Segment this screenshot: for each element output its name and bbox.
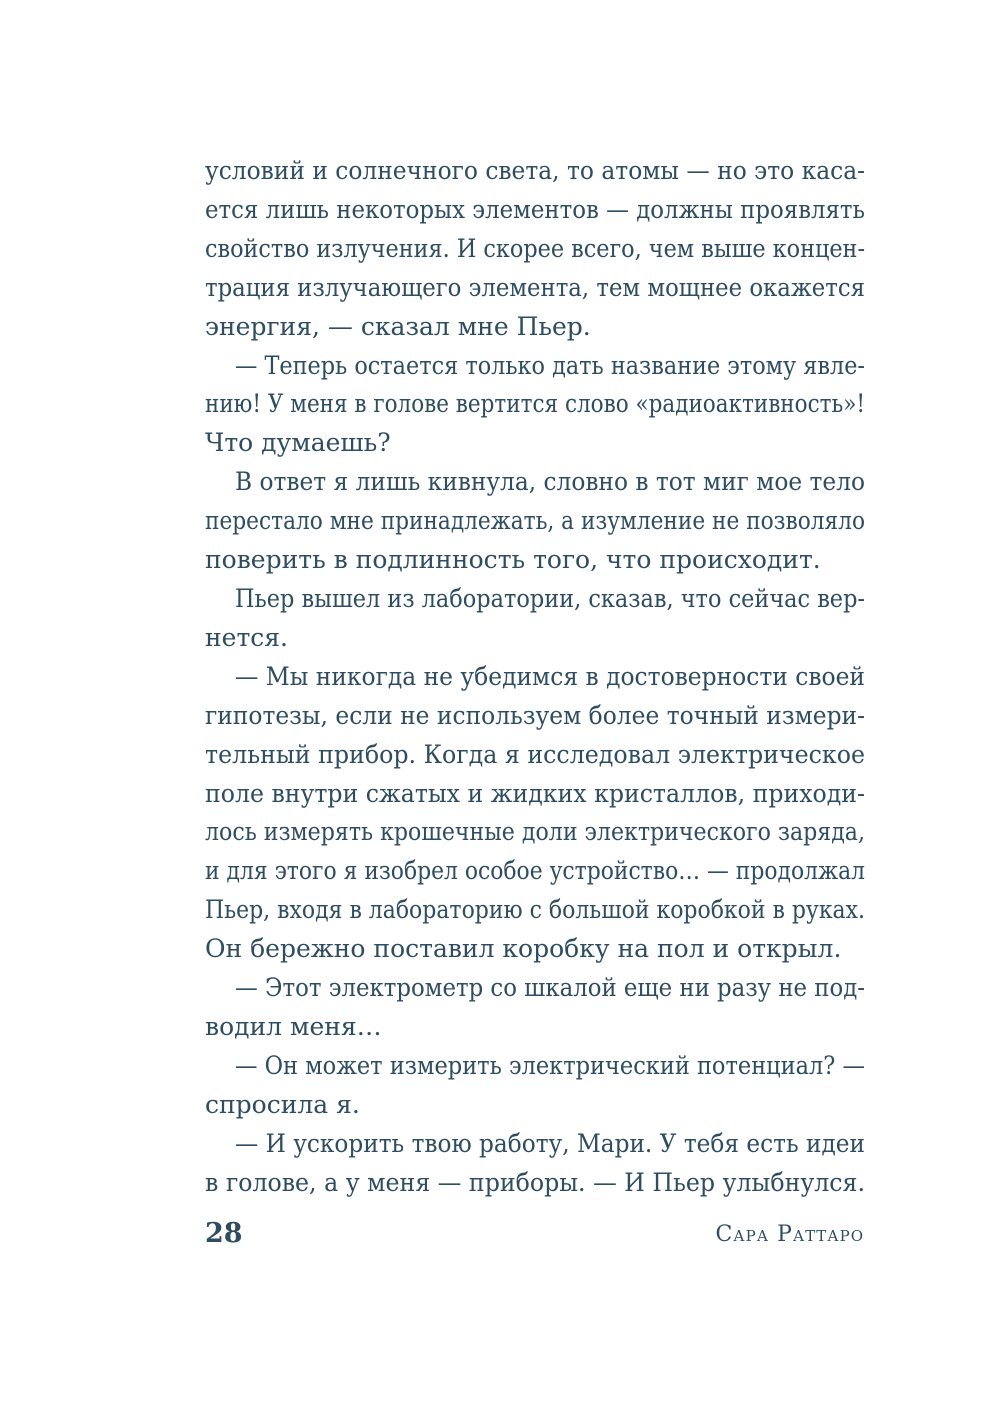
text-line: В ответ я лишь кивнула, словно в тот миг мое тело	[235, 467, 865, 497]
text-line: перестало мне принадлежать, а изумление не позволяло	[205, 506, 865, 536]
text-line: Он бережно поставил коробку на пол и открыл.	[205, 934, 842, 964]
text-line: условий и солнечного света, то атомы — но это каса-	[205, 156, 865, 185]
text-line: в голове, а у меня — приборы. — И Пьер улыбнулся.	[205, 1167, 865, 1197]
text-line: — Этот электрометр со шкалой еще ни разу не под-	[235, 973, 865, 1003]
text-line: энергия, — сказал мне Пьер.	[205, 311, 591, 341]
text-line: гипотезы, если не используем более точный измери-	[205, 700, 865, 730]
text-line: свойство излучения. И скорее всего, чем выше концен-	[205, 233, 865, 263]
text-line: Пьер, входя в лабораторию с большой коробкой в руках.	[205, 895, 865, 925]
text-line: нется.	[205, 622, 289, 652]
text-line: Что думаешь?	[205, 428, 391, 458]
text-line: спросила я.	[205, 1089, 360, 1119]
text-line: нию! У меня в голове вертится слово «радиоактивность»!	[205, 389, 865, 419]
text-line: — И ускорить твою работу, Мари. У тебя есть идеи	[235, 1128, 865, 1158]
text-line: Пьер вышел из лаборатории, сказав, что сейчас вер-	[235, 583, 865, 613]
text-line: тельный прибор. Когда я исследовал электрическое	[205, 739, 865, 769]
text-line: — Мы никогда не убедимся в достоверности своей	[235, 661, 865, 691]
running-footer-author: Сара Раттаро	[715, 1222, 864, 1247]
text-line: ется лишь некоторых элементов — должны проявлять	[205, 194, 865, 224]
text-line: водил меня…	[205, 1011, 382, 1041]
text-line: и для этого я изобрел особое устройство… — продолжал	[205, 856, 865, 886]
page-number: 28	[205, 1218, 243, 1249]
body-text	[205, 152, 865, 1202]
text-line: поле внутри сжатых и жидких кристаллов, приходи-	[205, 778, 865, 808]
text-line: — Теперь остается только дать название этому явле-	[235, 350, 865, 380]
text-line: трация излучающего элемента, тем мощнее окажется	[205, 272, 865, 302]
text-line: лось измерять крошечные доли электрического заряда,	[205, 817, 865, 847]
text-line: — Он может измерить электрический потенциал? —	[235, 1050, 865, 1080]
text-line: поверить в подлинность того, что происходит.	[205, 545, 821, 575]
